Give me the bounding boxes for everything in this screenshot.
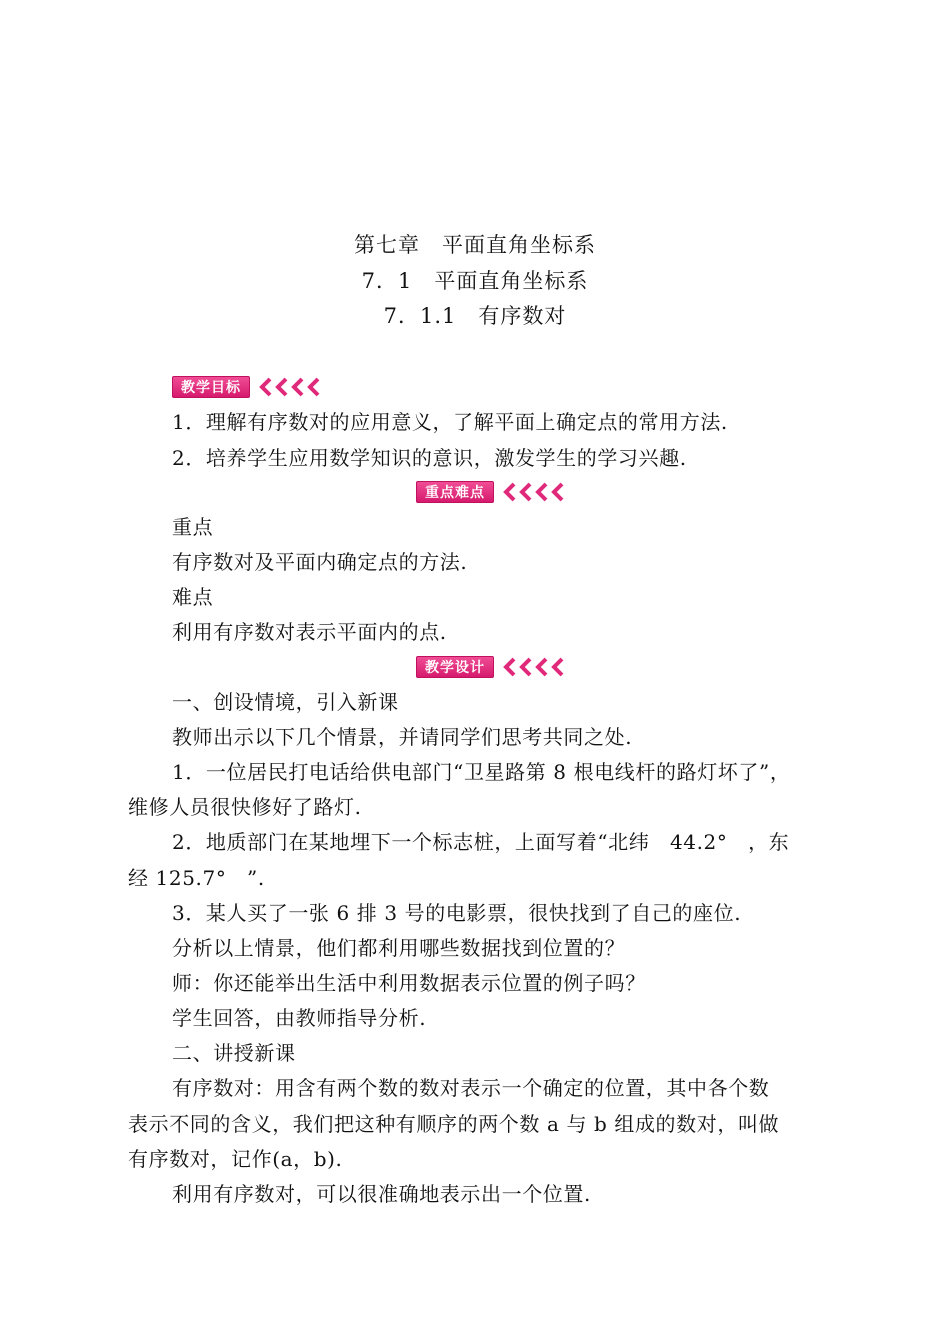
scenario2-line2: 经 125.7° ”.: [128, 866, 265, 890]
subsection-title: 7．1.1 有序数对: [383, 304, 567, 328]
part2-heading: 二、讲授新课: [172, 1041, 296, 1065]
student-text: 学生回答，由教师指导分析.: [172, 1006, 427, 1030]
part1-heading: 一、创设情境，引入新课: [172, 690, 399, 714]
scenario1-line1: 1．一位居民打电话给供电部门“卫星路第 8 根电线杆的路灯坏了”，: [172, 760, 791, 784]
question-text: 分析以上情景，他们都利用哪些数据找到位置的？: [172, 936, 626, 960]
chevrons-left-icon: [254, 376, 324, 398]
objective-1: 1．理解有序数对的应用意义，了解平面上确定点的常用方法.: [172, 410, 728, 434]
definition-line1: 有序数对：用含有两个数的数对表示一个确定的位置，其中各个数: [172, 1076, 770, 1100]
difficult-label: 难点: [172, 585, 214, 609]
key-points-banner: [416, 481, 568, 503]
design-banner-label: 教学设计: [416, 656, 494, 678]
teacher-text: 师：你还能举出生活中利用数据表示位置的例子吗？: [172, 971, 646, 995]
chapter-title: 第七章 平面直角坐标系: [354, 233, 596, 257]
design-banner: [416, 656, 568, 678]
intro-text: 教师出示以下几个情景，并请同学们思考共同之处.: [172, 725, 633, 749]
scenario3: 3．某人买了一张 6 排 3 号的电影票，很快找到了自己的座位.: [172, 901, 742, 925]
chevrons-left-icon: [498, 481, 568, 503]
scenario2-line1: 2．地质部门在某地埋下一个标志桩，上面写着“北纬 44.2° ，东: [172, 830, 790, 854]
key-points-banner-label: 重点难点: [416, 481, 494, 503]
objectives-banner: [172, 376, 324, 398]
objective-2: 2．培养学生应用数学知识的意识，激发学生的学习兴趣.: [172, 446, 687, 470]
key-label: 重点: [172, 515, 214, 539]
chevrons-left-icon: [498, 656, 568, 678]
scenario1-line2: 维修人员很快修好了路灯.: [128, 795, 362, 819]
objectives-banner-label: 教学目标: [172, 376, 250, 398]
definition-line2: 表示不同的含义，我们把这种有顺序的两个数 a 与 b 组成的数对，叫做: [128, 1112, 780, 1136]
definition-line3: 有序数对，记作(a，b).: [128, 1147, 343, 1171]
section-title: 7．1 平面直角坐标系: [361, 269, 589, 293]
difficult-text: 利用有序数对表示平面内的点.: [172, 620, 447, 644]
conclusion-text: 利用有序数对，可以很准确地表示出一个位置.: [172, 1182, 591, 1206]
key-text: 有序数对及平面内确定点的方法.: [172, 550, 468, 574]
